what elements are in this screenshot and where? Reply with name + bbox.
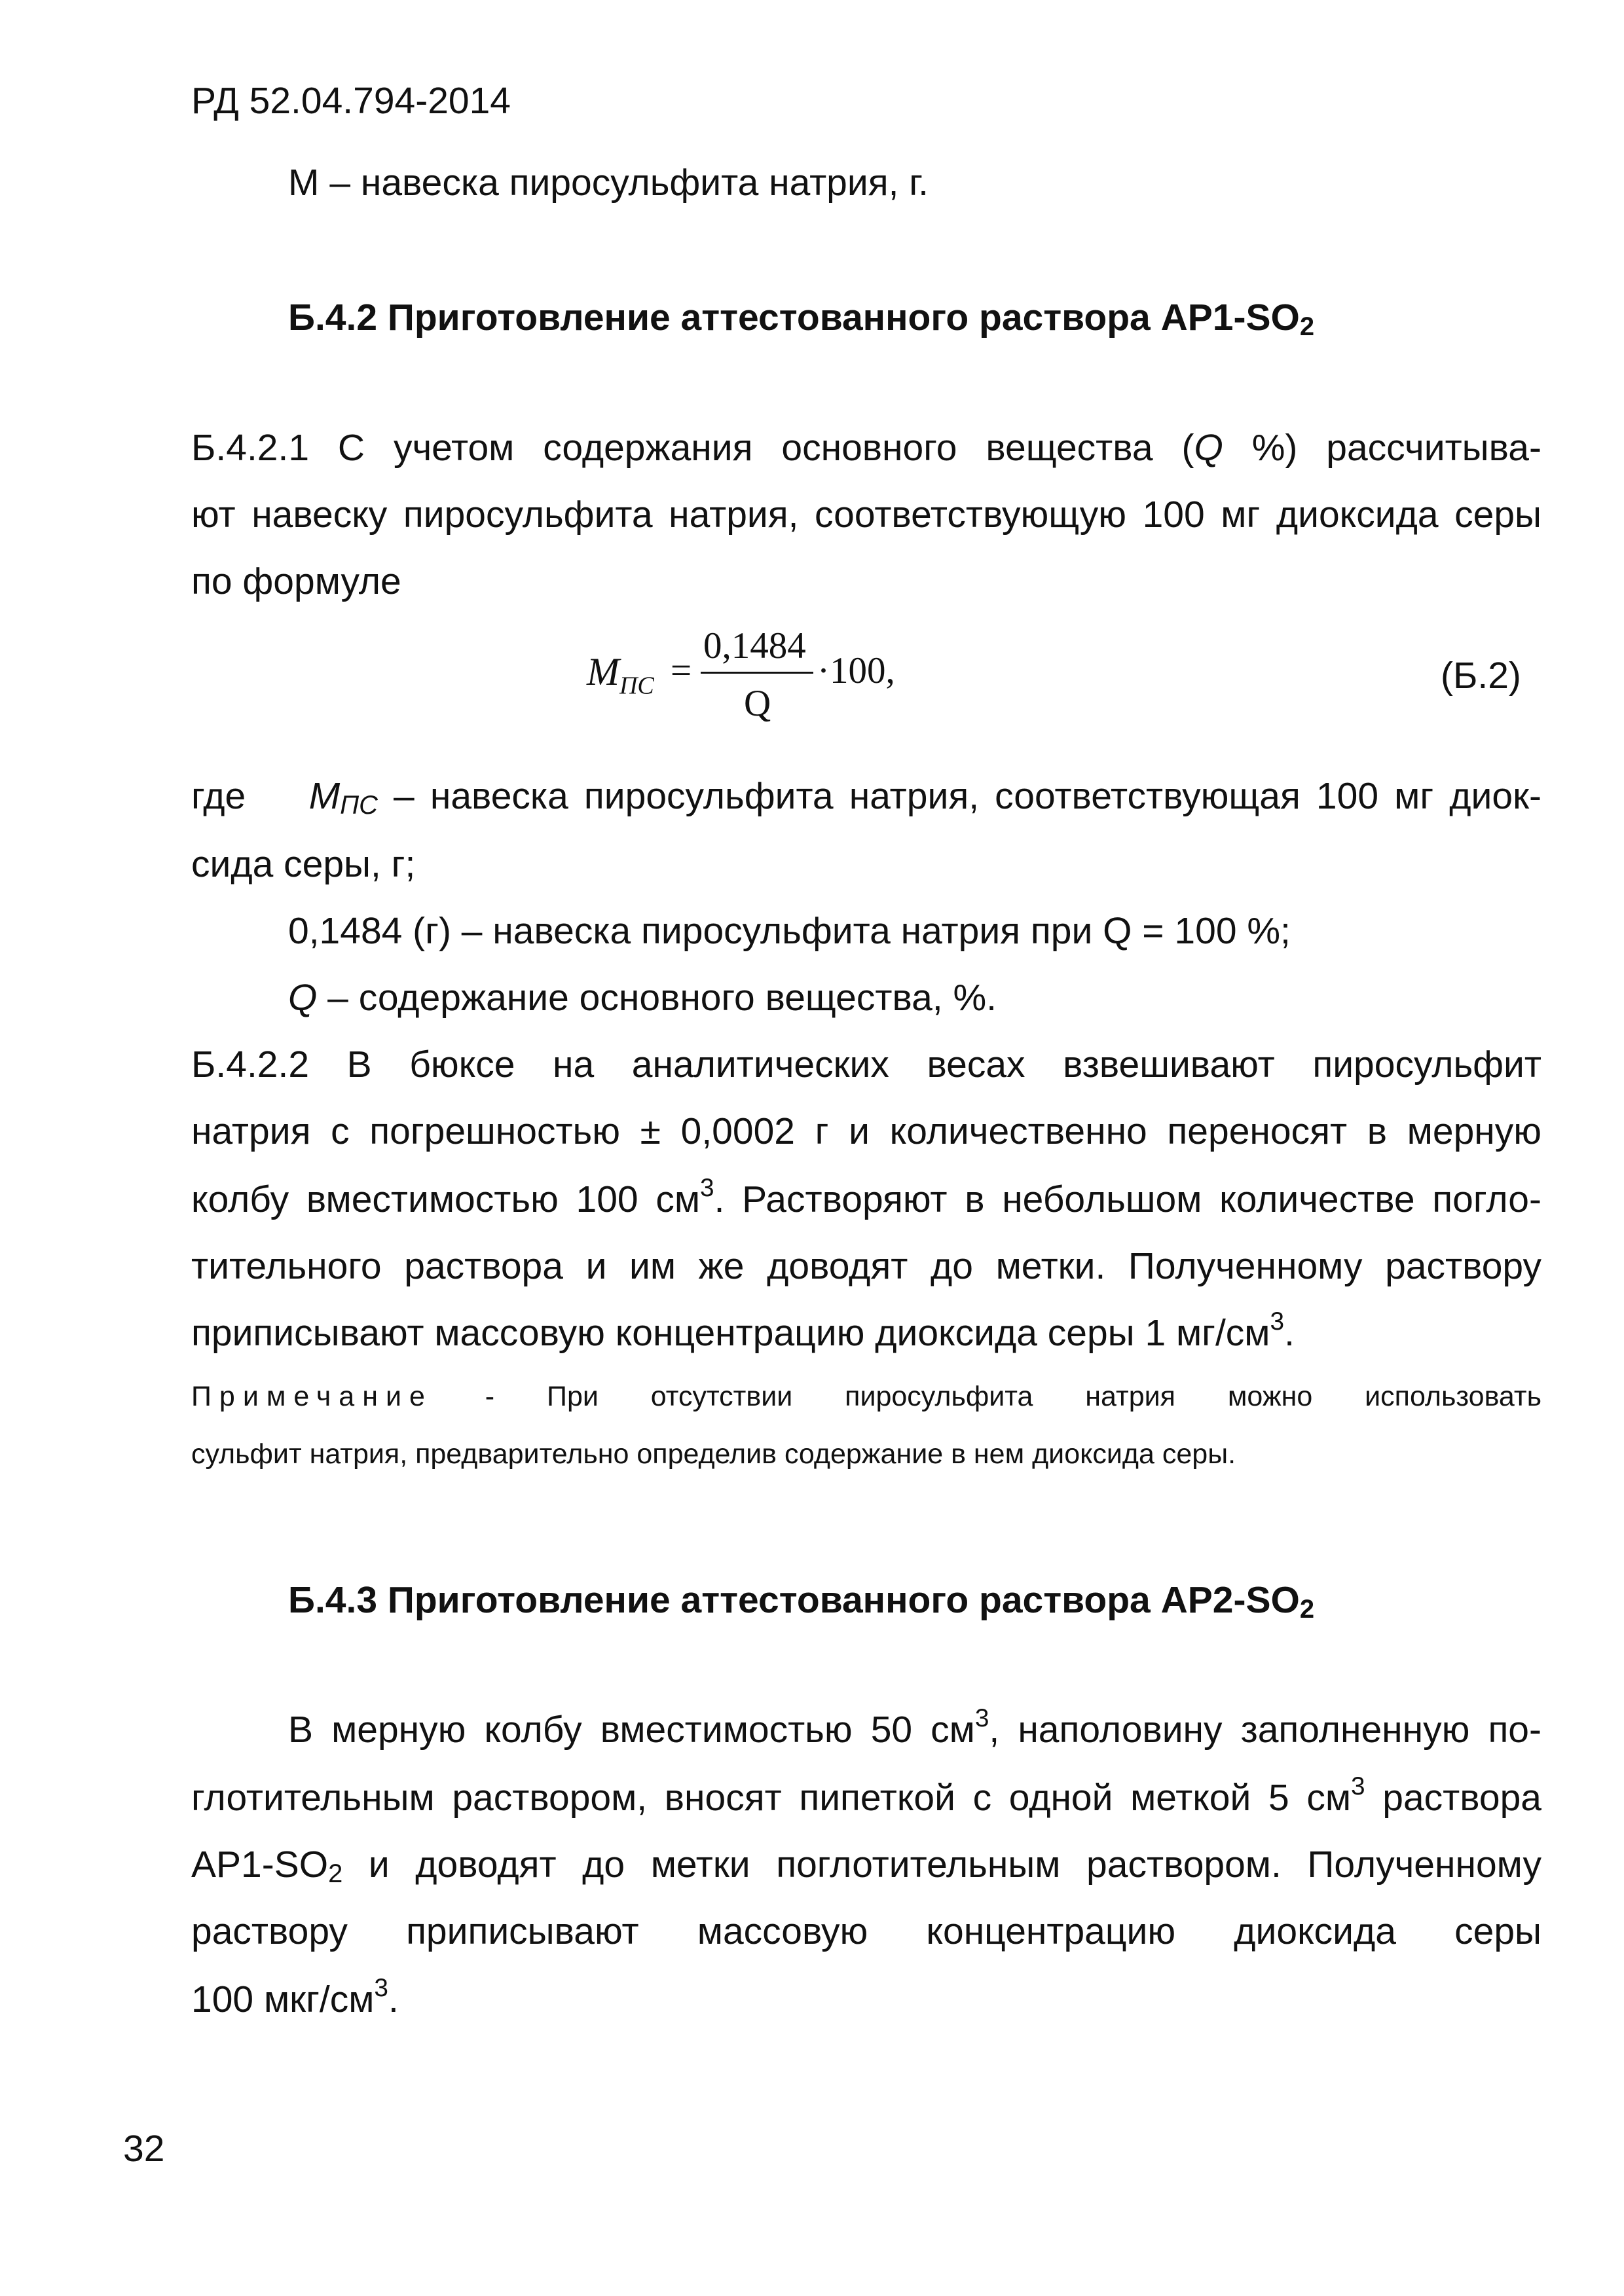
section-heading-b42: Б.4.2 Приготовление аттестованного раствора $АР1-SO_2$: [288, 297, 1315, 341]
note-line1: Примечание - При отсутствии пиросульфита натрия можно использовать: [191, 1381, 1541, 1412]
formula-multiplier: ·100,: [817, 650, 895, 691]
paragraph-b421-line3: по формуле: [191, 560, 401, 602]
paragraph-b43-line5: 100 мкг/$см^3$.: [191, 1973, 399, 2020]
paragraph-b422-line4: тительного раствора и им же доводят до метки. Полученному раствору: [191, 1245, 1541, 1287]
document-code-header: РД 52.04.794-2014: [191, 80, 511, 122]
paragraph-b43-line1: В мерную колбу вместимостью 50 $см^3$, наполовину заполненную по-: [288, 1704, 1541, 1751]
formula-denominator: Q: [744, 683, 771, 724]
definition-q: Q – содержание основного вещества, %.: [288, 977, 997, 1019]
section-heading-b43: Б.4.3 Приготовление аттестованного раствора $АР2-SO_2$: [288, 1579, 1315, 1624]
paragraph-b422-line5: приписывают массовую концентрацию диоксида серы 1 $мг/см^3$.: [191, 1307, 1295, 1354]
paragraph-b421-line2: ют навеску пиросульфита натрия, соответствующую 100 мг диоксида серы: [191, 494, 1541, 536]
paragraph-b422-line3: колбу вместимостью 100 $см^3$. Растворяют в небольшом количестве погло-: [191, 1173, 1541, 1220]
intro-definition-line: М – навеска пиросульфита натрия, г.: [288, 162, 929, 204]
formula-lhs-symbol: $M_{ПС}$: [587, 650, 654, 700]
formula-equals: =: [671, 650, 692, 691]
paragraph-b421-line1: Б.4.2.1 С учетом содержания основного вещества (Q %) рассчитыва-: [191, 427, 1541, 469]
where-definition-line2: сида серы, г;: [191, 843, 416, 885]
formula-number: (Б.2): [1441, 655, 1521, 697]
note-line2: сульфит натрия, предварительно определив содержание в нем диоксида серы.: [191, 1438, 1236, 1470]
definition-constant: 0,1484 (г) – навеска пиросульфита натрия при Q = 100 %;: [288, 910, 1291, 952]
paragraph-b422-line2: натрия с погрешностью ± 0,0002 г и количественно переносят в мерную: [191, 1110, 1541, 1152]
paragraph-b43-line3: $АР1-SO_2$ и доводят до метки поглотительным раствором. Полученному: [191, 1844, 1541, 1888]
paragraph-b422-line1: Б.4.2.2 В бюксе на аналитических весах взвешивают пиросульфит: [191, 1044, 1541, 1085]
note-label: Примечание: [191, 1381, 433, 1412]
where-definition-line1: где $M_{ПС}$ – навеска пиросульфита натрия, соответствующая 100 мг диок-: [191, 775, 1541, 820]
formula-numerator: 0,1484: [703, 625, 806, 666]
paragraph-b43-line2: глотительным раствором, вносят пипеткой с одной меткой 5 $см^3$ раствора: [191, 1772, 1541, 1819]
page-number: 32: [123, 2128, 165, 2170]
paragraph-b43-line4: раствору приписывают массовую концентрацию диоксида серы: [191, 1910, 1541, 1952]
formula-fraction-bar: [701, 672, 813, 674]
